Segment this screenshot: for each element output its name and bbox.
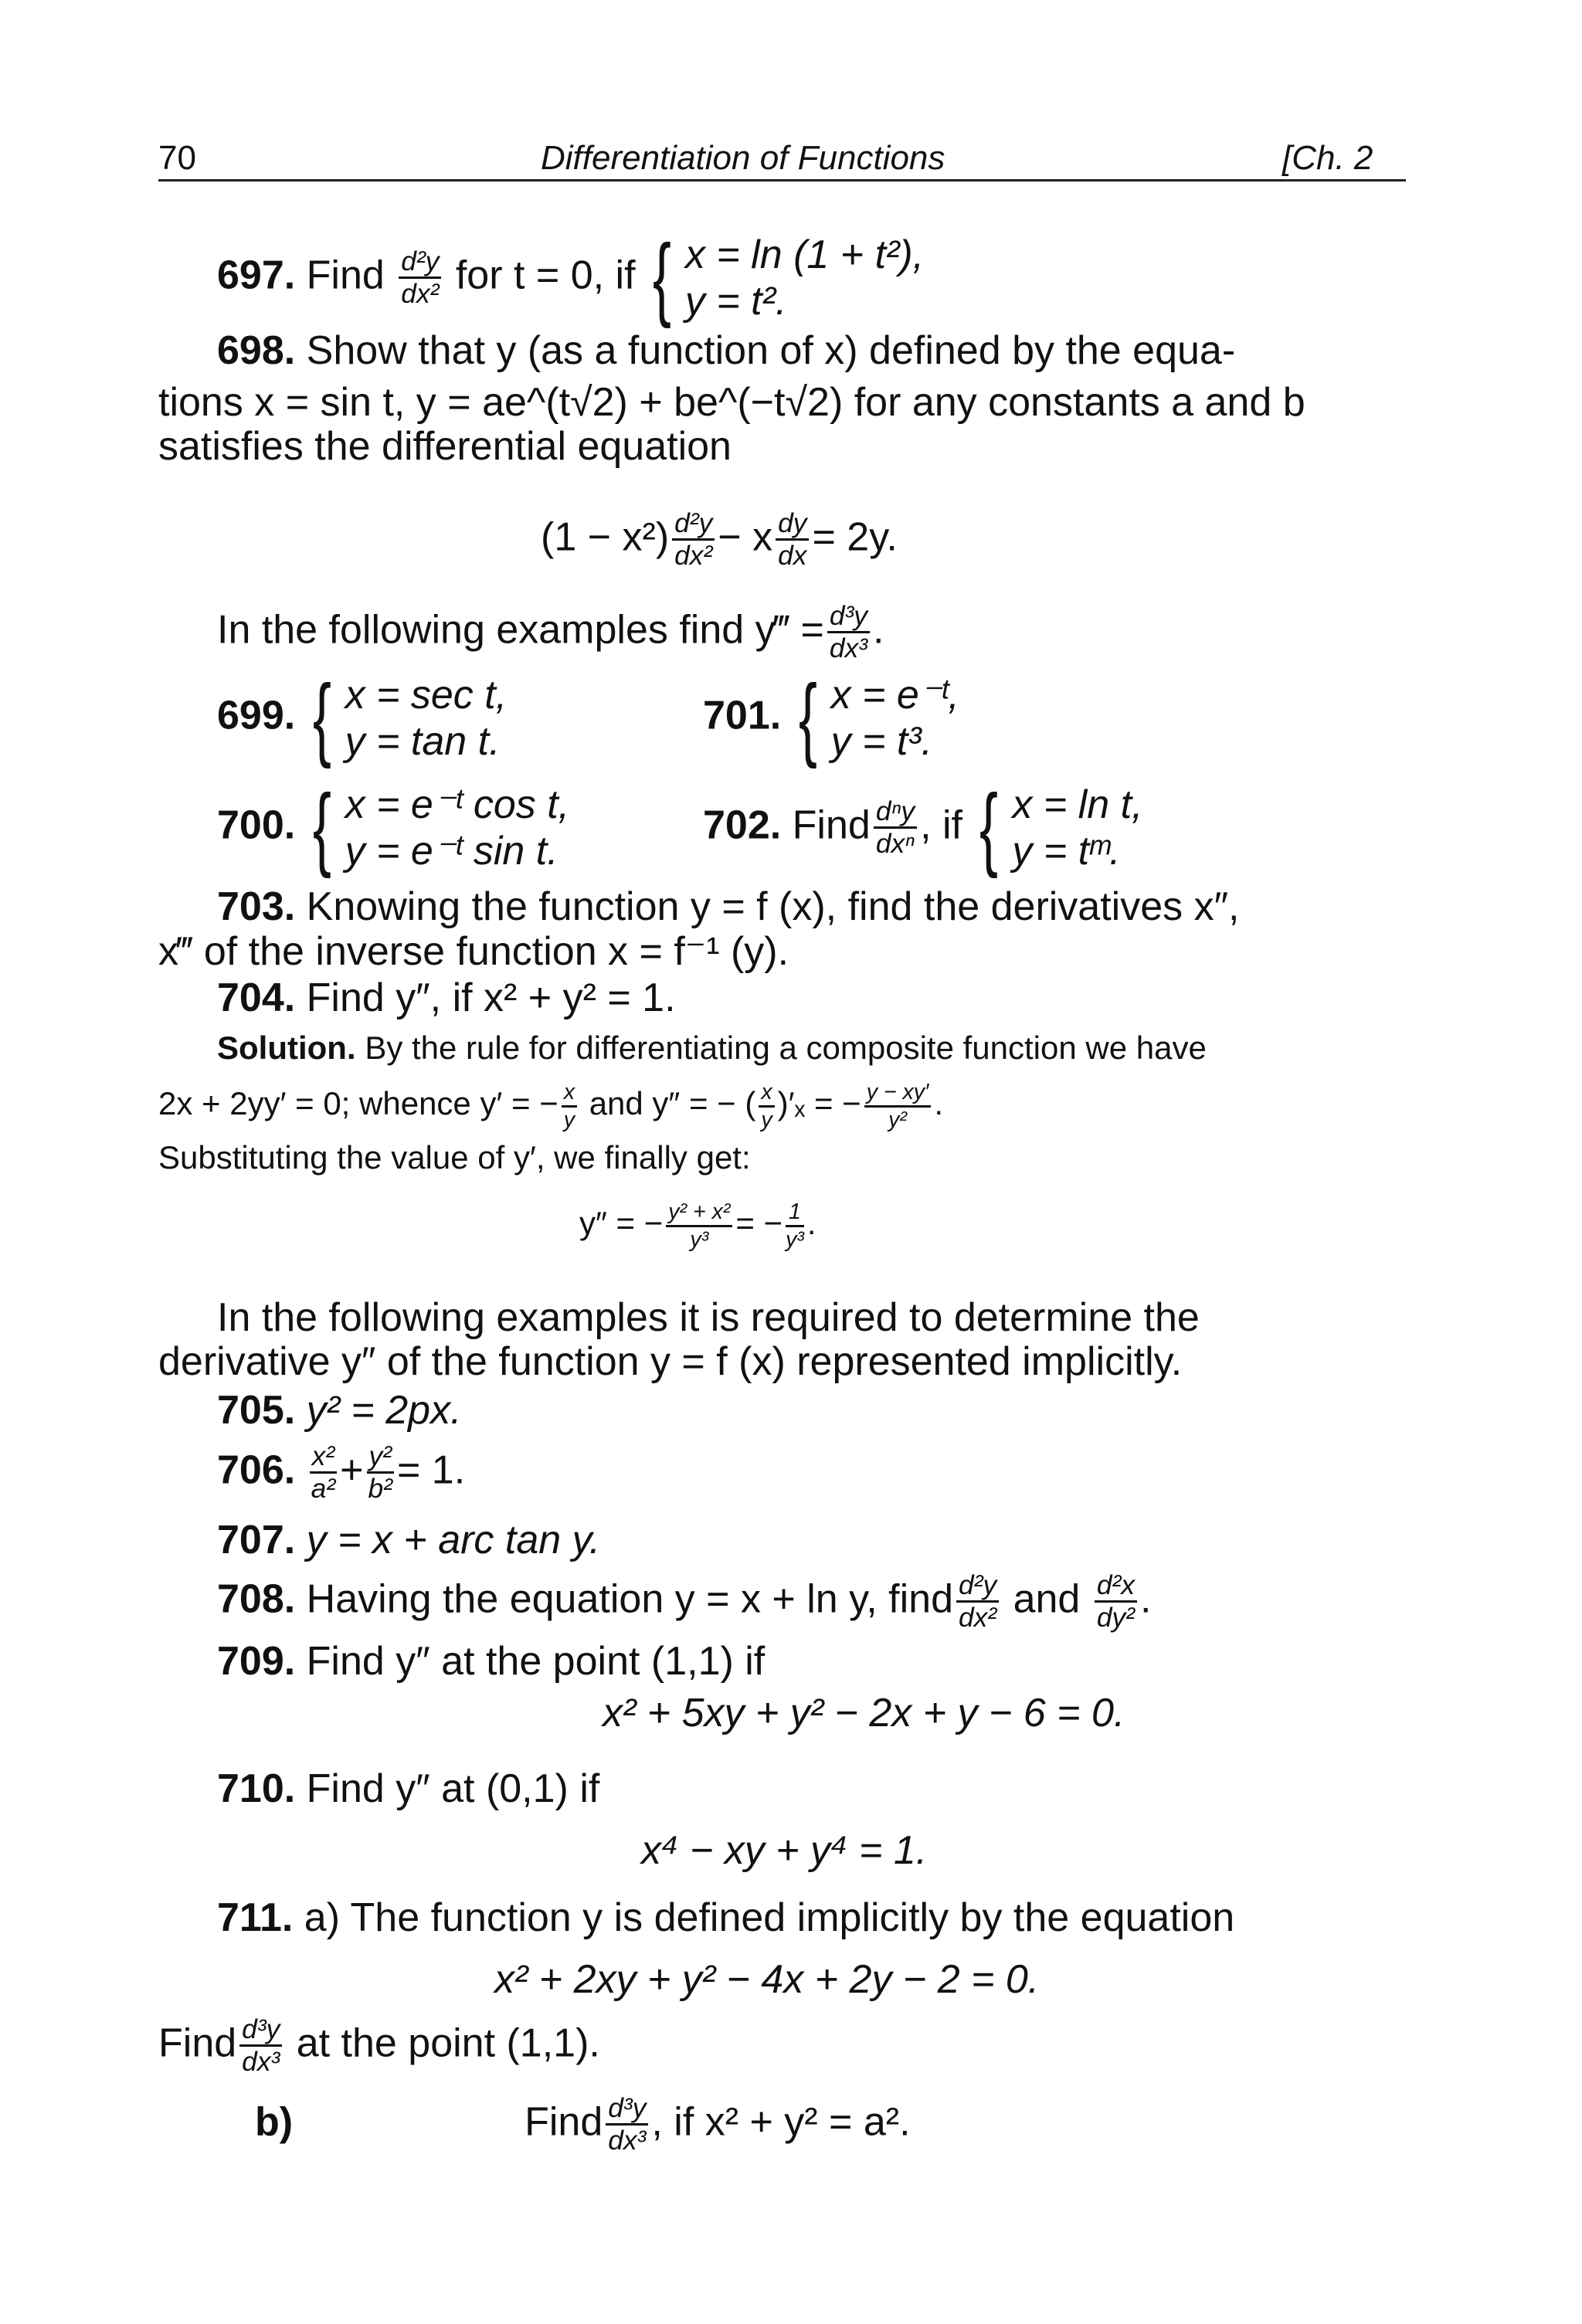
equation-711: x² + 2xy + y² − 4x + 2y − 2 = 0. [494, 1957, 1040, 2002]
page-number: 70 [158, 139, 196, 177]
problem-700: 700. { x = e⁻ᵗ cos t, y = e⁻ᵗ sin t. [217, 776, 570, 879]
problem-704: 704. Find y″, if x² + y² = 1. [217, 975, 676, 1020]
problem-703-line2: x‴ of the inverse function x = f⁻¹ (y). [158, 929, 789, 974]
solution-result: y″ = − $\frac{\text{y² + x²}}{\text{y³}}$ = − $\frac{1}{\text{y³}}$ . [579, 1199, 816, 1252]
problem-711-a-find: Find $\frac{\text{d³y}}{\text{dx³}}$ at the point (1,1). [158, 2014, 600, 2078]
problem-706: 706. $\frac{\text{x²}}{\text{a²}}$ + $\frac{\text{y²}}{\text{b²}}$ = 1. [217, 1441, 466, 1505]
running-title: Differentiation of Functions [541, 139, 945, 177]
equation-709: x² + 5xy + y² − 2x + y − 6 = 0. [603, 1691, 1125, 1735]
problem-709: 709. Find y″ at the point (1,1) if [217, 1639, 766, 1684]
equation-710: x⁴ − xy + y⁴ = 1. [641, 1828, 928, 1873]
solution-line3: Substituting the value of y′, we finally get: [158, 1139, 751, 1176]
solution-line2: 2x + 2yy′ = 0; whence y′ = − $\frac{x}{y}$ and y″ = − ( $\frac{x}{y}$ )′ₓ = − $\frac{y - xy'}{\text{y²}}$ . [158, 1080, 944, 1132]
intro-third-derivative: In the following examples find y‴ = $\frac{\text{d³y}}{\text{dx³}}$ . [217, 601, 884, 664]
problem-698-line3: satisfies the differential equation [158, 424, 732, 469]
equation-698: (1 − x²) $\frac{\text{d²y}}{\text{dx²}}$ − x $\frac{dy}{dx}$ = 2y. [541, 508, 898, 572]
problem-705: 705. y² = 2px. [217, 1388, 462, 1433]
problem-697: 697. Find $\frac{\text{d²y}}{\text{dx²}}$ for t = 0, if { x = ln (1 + t²), y = t². [217, 226, 925, 329]
intro-implicit-line1: In the following examples it is required to determine the [217, 1295, 1200, 1340]
intro-implicit-line2: derivative y″ of the function y = f (x) represented implicitly. [158, 1339, 1183, 1384]
header-rule [158, 179, 1406, 182]
problem-701: 701. { x = e⁻ᵗ, y = t³. [703, 667, 959, 769]
problem-698-line1: 698. Show that y (as a function of x) defined by the equa- [217, 328, 1236, 373]
problem-707: 707. y = x + arc tan y. [217, 1518, 601, 1562]
problem-699: 699. { x = sec t, y = tan t. [217, 667, 508, 769]
problem-703-line1: 703. Knowing the function y = f (x), find the derivatives x″, [217, 884, 1240, 929]
problem-710: 710. Find y″ at (0,1) if [217, 1766, 600, 1811]
problem-702: 702. Find $\frac{\text{dⁿy}}{\text{dxⁿ}}$ , if { x = ln t, y = tᵐ. [703, 776, 1143, 879]
chapter-label: [Ch. 2 [1282, 139, 1373, 177]
problem-711: 711. a) The function y is defined implicitly by the equation [217, 1895, 1235, 1940]
problem-708: 708. Having the equation y = x + ln y, find $\frac{\text{d²y}}{\text{dx²}}$ and $\frac{\text{d²x}}{\text{dy²}}$ . [217, 1570, 1152, 1634]
problem-698-line2: tions x = sin t, y = ae^(t√2) + be^(−t√2) for any constants a and b [158, 380, 1305, 425]
solution-line1: Solution. By the rule for differentiating a composite function we have [217, 1030, 1207, 1066]
problem-711-b: b) Find $\frac{\text{d³y}}{\text{dx³}}$ , if x² + y² = a². [255, 2093, 911, 2156]
